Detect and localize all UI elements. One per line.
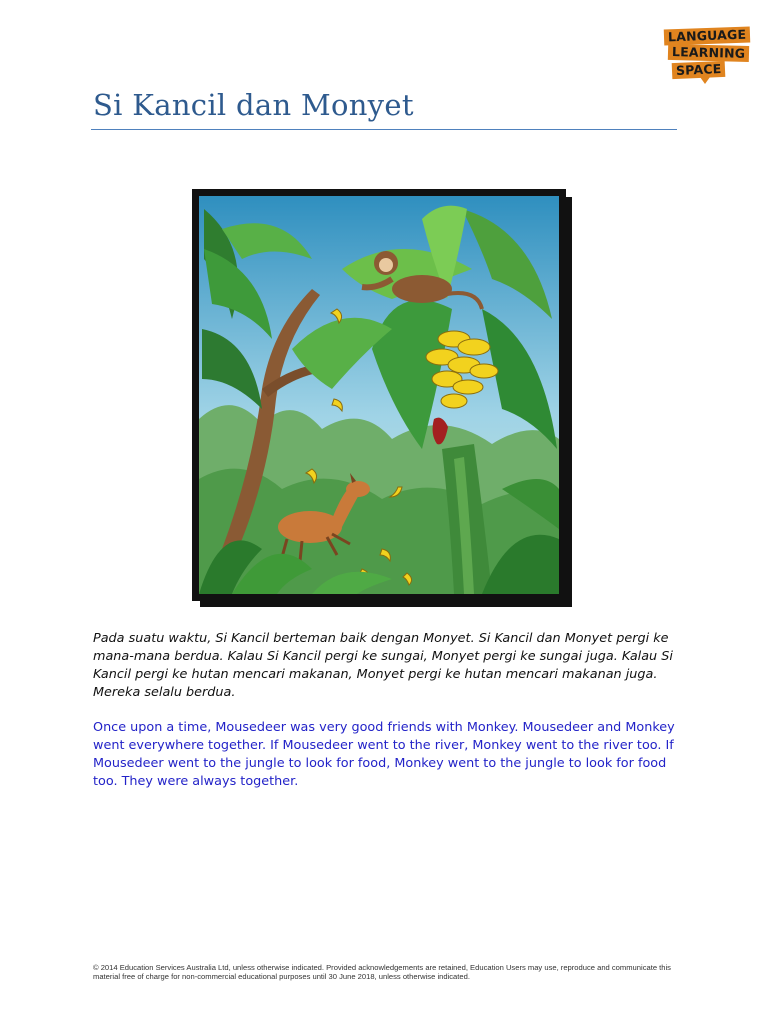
logo-line-2: LEARNING — [668, 44, 750, 62]
story-english-paragraph: Once upon a time, Mousedeer was very good friends with Monkey. Mousedeer and Monkey went everywhere together. If Mousedeer went to the river, Monkey went to the river too. If Mousedeer went to the jungle to look for food, Monkey went to the jungle to look for food too. They were always together. — [93, 720, 675, 789]
logo-line-1: LANGUAGE — [664, 27, 751, 46]
story-malay-paragraph: Pada suatu waktu, Si Kancil berteman baik dengan Monyet. Si Kancil dan Monyet pergi ke mana-mana berdua. Kalau Si Kancil pergi ke sungai, Monyet pergi ke sungai juga. Kalau Si Kancil pergi ke hutan mencari makanan, Monyet pergi ke hutan mencari makanan juga. Mereka selalu berdua. — [93, 631, 673, 700]
logo-speech-tick — [700, 77, 710, 84]
page-title: Si Kancil dan Monyet — [93, 88, 414, 122]
logo-line-3: SPACE — [672, 61, 726, 79]
jungle-illustration — [192, 189, 572, 607]
title-underline — [91, 129, 677, 130]
copyright-footer: © 2014 Education Services Australia Ltd, unless otherwise indicated. Provided acknowledgements are retained, Education Users may use, reproduce and communicate this material free of charge for non-commercial educational purposes until 30 June 2018, unless otherwise indicated. — [93, 963, 671, 981]
language-learning-space-logo — [660, 26, 752, 86]
